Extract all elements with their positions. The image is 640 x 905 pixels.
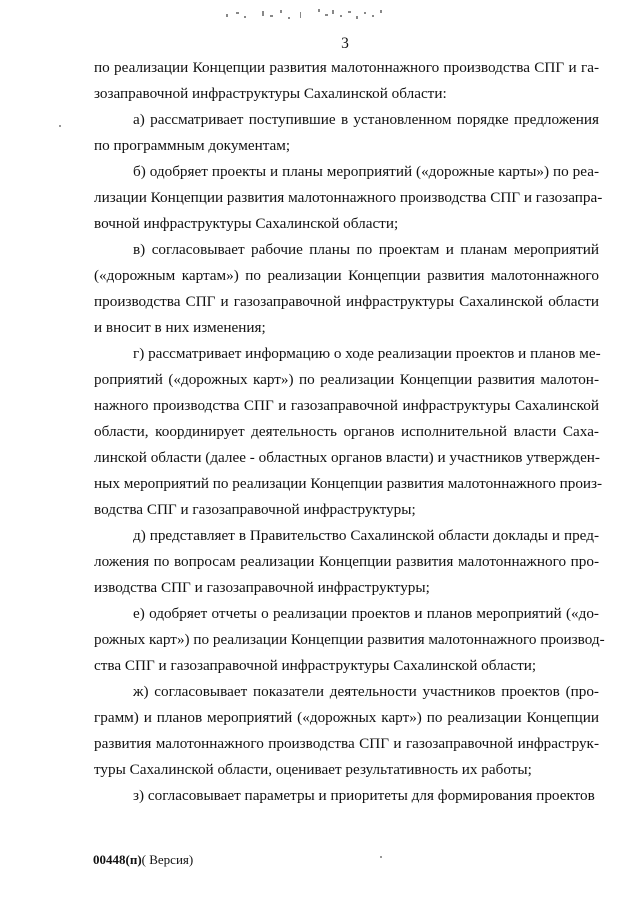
text-line: по программным документам; — [94, 137, 291, 154]
body-text — [94, 55, 605, 809]
text-line: нажного производства СПГ и газозаправочной инфраструктуры Сахалинской — [94, 397, 599, 414]
footer-document-code — [93, 851, 193, 869]
text-line: г) рассматривает информацию о ходе реализации проектов и планов ме- — [133, 345, 601, 362]
text-line: вочной инфраструктуры Сахалинской области; — [94, 215, 399, 232]
text-line: грамм) и планов мероприятий («дорожных карт») по реализации Концепции — [94, 709, 599, 726]
text-line: в) согласовывает рабочие планы по проектам и планам мероприятий — [133, 241, 599, 258]
text-line: ж) согласовывает показатели деятельности участников проектов (про- — [133, 683, 599, 700]
text-line: туры Сахалинской области, оценивает результативность их работы; — [94, 761, 532, 778]
text-line: д) представляет в Правительство Сахалинской области доклады и пред- — [133, 527, 599, 544]
text-line: е) одобряет отчеты о реализации проектов и планов мероприятий («до- — [133, 605, 599, 622]
text-line: а) рассматривает поступившие в установленном порядке предложения — [133, 111, 599, 128]
paragraph-b — [94, 159, 603, 237]
text-line: развития малотоннажного производства СПГ и газозаправочной инфраструк- — [94, 735, 599, 752]
text-line: ложения по вопросам реализации Концепции развития малотоннажного про- — [94, 553, 599, 570]
text-line: б) одобряет проекты и планы мероприятий («дорожные карты») по реа- — [133, 163, 599, 180]
text-line: лизации Концепции развития малотоннажного производства СПГ и газозапра- — [94, 189, 603, 206]
margin-speck — [59, 125, 61, 127]
page-number: 3 — [341, 35, 349, 52]
text-line: области, координирует деятельность органов исполнительной власти Саха- — [94, 423, 599, 440]
text-line: роприятий («дорожных карт») по реализации Концепции развития малотон- — [94, 371, 599, 388]
margin-speck — [380, 856, 382, 858]
text-line: зозаправочной инфраструктуры Сахалинской области: — [94, 85, 447, 102]
text-line: и вносит в них изменения; — [94, 319, 266, 336]
paragraph-v — [94, 237, 599, 341]
text-line: ства СПГ и газозаправочной инфраструктуры Сахалинской области; — [94, 657, 537, 674]
document-version: ( Версия) — [141, 852, 194, 867]
text-line: линской области (далее - областных органов власти) и участников утвержден- — [94, 449, 600, 466]
paragraph-zh — [94, 679, 599, 783]
paragraph-intro — [94, 55, 599, 107]
paragraph-g — [94, 341, 603, 523]
paragraph-z — [94, 783, 599, 809]
text-line: рожных карт») по реализации Концепции развития малотоннажного производ- — [94, 631, 605, 648]
text-line: изводства СПГ и газозаправочной инфраструктуры; — [94, 579, 430, 596]
text-line: водства СПГ и газозаправочной инфраструктуры; — [94, 501, 416, 518]
paragraph-e — [94, 601, 605, 679]
document-code: 00448(п) — [93, 852, 142, 867]
text-line: («дорожным картам») по реализации Концепции развития малотоннажного — [94, 267, 599, 284]
text-line: производства СПГ и газозаправочной инфраструктуры Сахалинской области — [94, 293, 599, 310]
paragraph-d — [94, 523, 599, 601]
paragraph-a — [94, 107, 599, 159]
text-line: з) согласовывает параметры и приоритеты для формирования проектов — [133, 787, 595, 804]
text-line: по реализации Концепции развития малотоннажного производства СПГ и га- — [94, 59, 599, 76]
scan-noise-marks — [222, 6, 392, 24]
text-line: ных мероприятий по реализации Концепции развития малотоннажного произ- — [94, 475, 603, 492]
